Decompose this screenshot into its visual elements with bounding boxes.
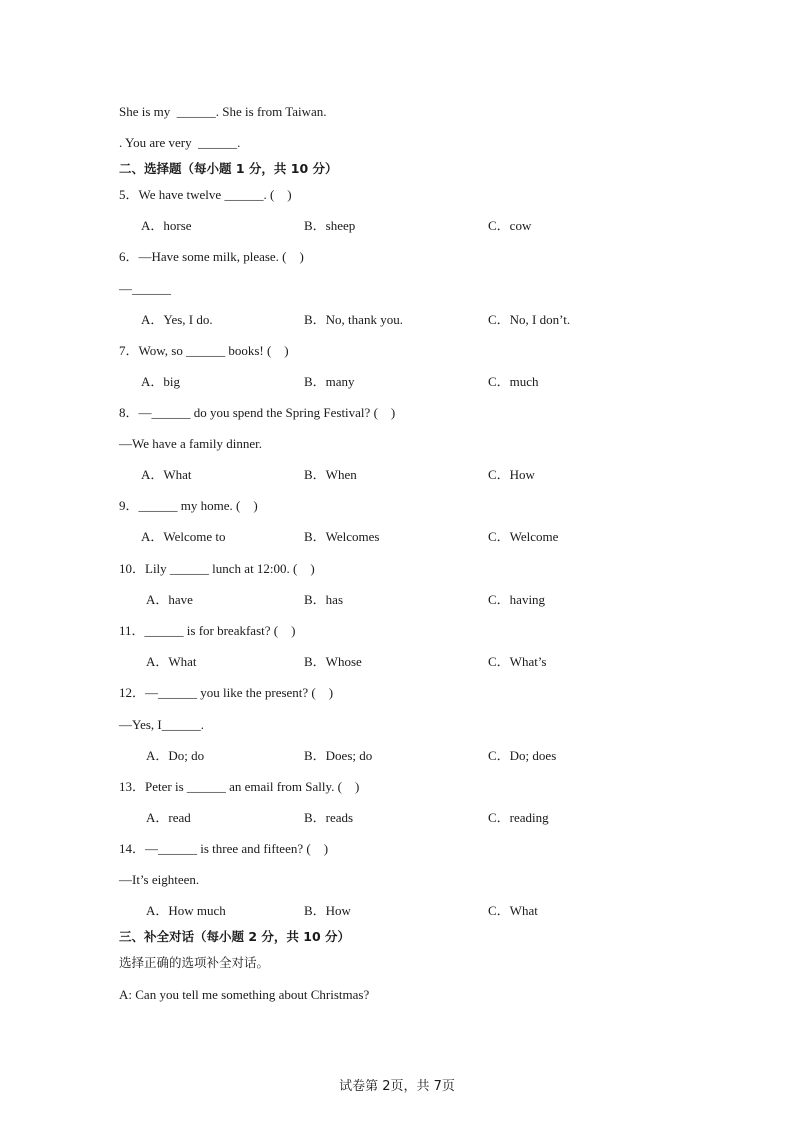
question-9-option-c: C．Welcome: [488, 529, 559, 544]
intro-line-1: She is my ______. She is from Taiwan.: [119, 104, 327, 119]
question-6-stem: 6．—Have some milk, please. ( ): [119, 249, 304, 264]
question-12-option-c: C．Do; does: [488, 748, 557, 763]
question-10-option-a: A．have: [146, 592, 193, 607]
intro-line-2: . You are very ______.: [119, 135, 241, 150]
question-14-stem: 14．—______ is three and fifteen? ( ): [119, 841, 329, 856]
question-9-stem: 9．______ my home. ( ): [119, 498, 258, 513]
question-11-option-c: C．What’s: [488, 654, 547, 669]
question-8-stem: 8．—______ do you spend the Spring Festival? ( ): [119, 405, 396, 420]
question-10-option-b: B．has: [304, 592, 344, 607]
question-11-option-b: B．Whose: [304, 654, 362, 669]
dialogue-line-1: A: Can you tell me something about Christmas?: [119, 987, 370, 1002]
question-5-option-b: B．sheep: [304, 218, 356, 233]
question-8-option-b: B．When: [304, 467, 357, 482]
question-12-option-b: B．Does; do: [304, 748, 373, 763]
question-8-option-c: C．How: [488, 467, 535, 482]
question-12-reply: —Yes, I______.: [119, 717, 204, 732]
question-11-option-a: A．What: [146, 654, 197, 669]
question-13-option-b: B．reads: [304, 810, 354, 825]
question-6-option-b: B．No, thank you.: [304, 312, 403, 327]
section-3-heading: 三、补全对话（每小题 2 分，共 10 分）: [119, 929, 351, 944]
page-footer: 试卷第 2页，共 7页: [339, 1079, 455, 1094]
question-5-stem: 5．We have twelve ______. ( ): [119, 187, 292, 202]
question-10-stem: 10．Lily ______ lunch at 12:00. ( ): [119, 561, 315, 576]
question-12-option-a: A．Do; do: [146, 748, 205, 763]
question-14-reply: —It’s eighteen.: [119, 872, 200, 887]
question-14-option-a: A．How much: [146, 903, 226, 918]
question-14-option-c: C．What: [488, 903, 538, 918]
question-7-option-b: B．many: [304, 374, 355, 389]
question-6-reply: —______: [119, 281, 171, 296]
question-10-option-c: C．having: [488, 592, 546, 607]
section-3-instruction: 选择正确的选项补全对话。: [119, 955, 270, 970]
question-9-option-a: A．Welcome to: [141, 529, 226, 544]
question-6-option-a: A．Yes, I do.: [141, 312, 213, 327]
question-13-option-a: A．read: [146, 810, 191, 825]
question-7-stem: 7．Wow, so ______ books! ( ): [119, 343, 289, 358]
question-11-stem: 11．______ is for breakfast? ( ): [119, 623, 296, 638]
question-9-option-b: B．Welcomes: [304, 529, 380, 544]
question-8-reply: —We have a family dinner.: [119, 436, 262, 451]
question-5-option-a: A．horse: [141, 218, 192, 233]
section-2-heading: 二、选择题（每小题 1 分，共 10 分）: [119, 161, 338, 176]
question-8-option-a: A．What: [141, 467, 192, 482]
question-6-option-c: C．No, I don’t.: [488, 312, 571, 327]
question-14-option-b: B．How: [304, 903, 351, 918]
question-13-stem: 13．Peter is ______ an email from Sally. ( ): [119, 779, 360, 794]
question-7-option-c: C．much: [488, 374, 539, 389]
question-12-stem: 12．—______ you like the present? ( ): [119, 685, 334, 700]
question-13-option-c: C．reading: [488, 810, 549, 825]
question-7-option-a: A．big: [141, 374, 181, 389]
question-5-option-c: C．cow: [488, 218, 532, 233]
